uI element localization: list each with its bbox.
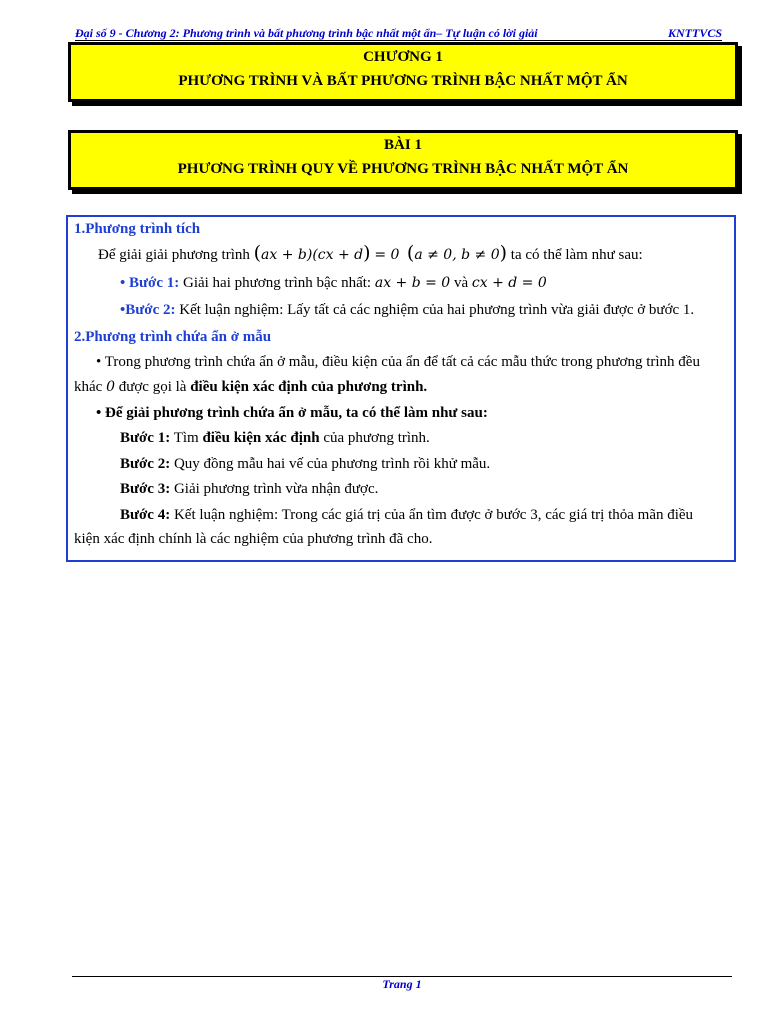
method-title: • Để giải phương trình chứa ẩn ở mẫu, ta có thể làm như sau: (96, 405, 488, 421)
chapter-banner (68, 42, 738, 102)
lesson-title: PHƯƠNG TRÌNH QUY VỀ PHƯƠNG TRÌNH BẬC NHẤT MỘT ẨN (177, 161, 629, 177)
bullet-icon: • (120, 302, 126, 318)
bullet-icon: • (96, 405, 102, 421)
page-header (75, 26, 722, 41)
header-title: Đại số 9 - Chương 2: Phương trình và bất phương trình bậc nhất một ẩn– Tự luận có lời giải (75, 26, 538, 40)
section2-step3: Bước 3: Giải phương trình vừa nhận được. (120, 481, 379, 497)
section2-step4: Bước 4: Kết luận nghiệm: Trong các giá trị của ẩn tìm được ở bước 3, các giá trị thỏa mãn điều (120, 507, 694, 523)
page-number: Trang 1 (382, 977, 422, 991)
product-equation: ax + b)(cx + d (261, 247, 364, 263)
section2-step1: Bước 1: Tìm điều kiện xác định của phương trình. (120, 430, 430, 446)
lesson-banner (68, 130, 738, 190)
chapter-title: PHƯƠNG TRÌNH VÀ BẤT PHƯƠNG TRÌNH BẬC NHẤT MỘT ẨN (178, 73, 628, 89)
bullet-icon: • (96, 354, 102, 370)
condition: a ≠ 0, b ≠ 0 (414, 247, 500, 263)
section2-step4-cont: kiện xác định chính là các nghiệm của phương trình đã cho. (74, 531, 433, 547)
bullet-icon: • (120, 275, 126, 291)
section2-para-line2: khác 0 được gọi là điều kiện xác định của phương trình. (74, 379, 428, 395)
lesson-number: BÀI 1 (384, 137, 422, 153)
chapter-number: CHƯƠNG 1 (363, 49, 443, 65)
section2-title: 2.Phương trình chứa ẩn ở mẫu (74, 329, 272, 345)
section1-intro: Để giải giải phương trình (ax + b)(cx + d) = 0 (a ≠ 0, b ≠ 0) ta có thể làm như sau: (98, 242, 643, 264)
header-brand: KNTTVCS (667, 26, 722, 40)
section1-title: 1.Phương trình tích (74, 221, 201, 237)
section1-step1: • Bước 1: Giải hai phương trình bậc nhất: ax + b = 0 và cx + d = 0 (120, 275, 547, 291)
section1-step2: •Bước 2: Kết luận nghiệm: Lấy tất cả các nghiệm của hai phương trình vừa giải được ở bước 1. (120, 302, 695, 318)
section2-para-line1: • Trong phương trình chứa ẩn ở mẫu, điều kiện của ẩn để tất cả các mẫu thức trong phương trình đều (96, 354, 700, 370)
section2-step2: Bước 2: Quy đồng mẫu hai vế của phương trình rồi khử mẫu. (120, 456, 491, 472)
theory-box (66, 215, 736, 562)
